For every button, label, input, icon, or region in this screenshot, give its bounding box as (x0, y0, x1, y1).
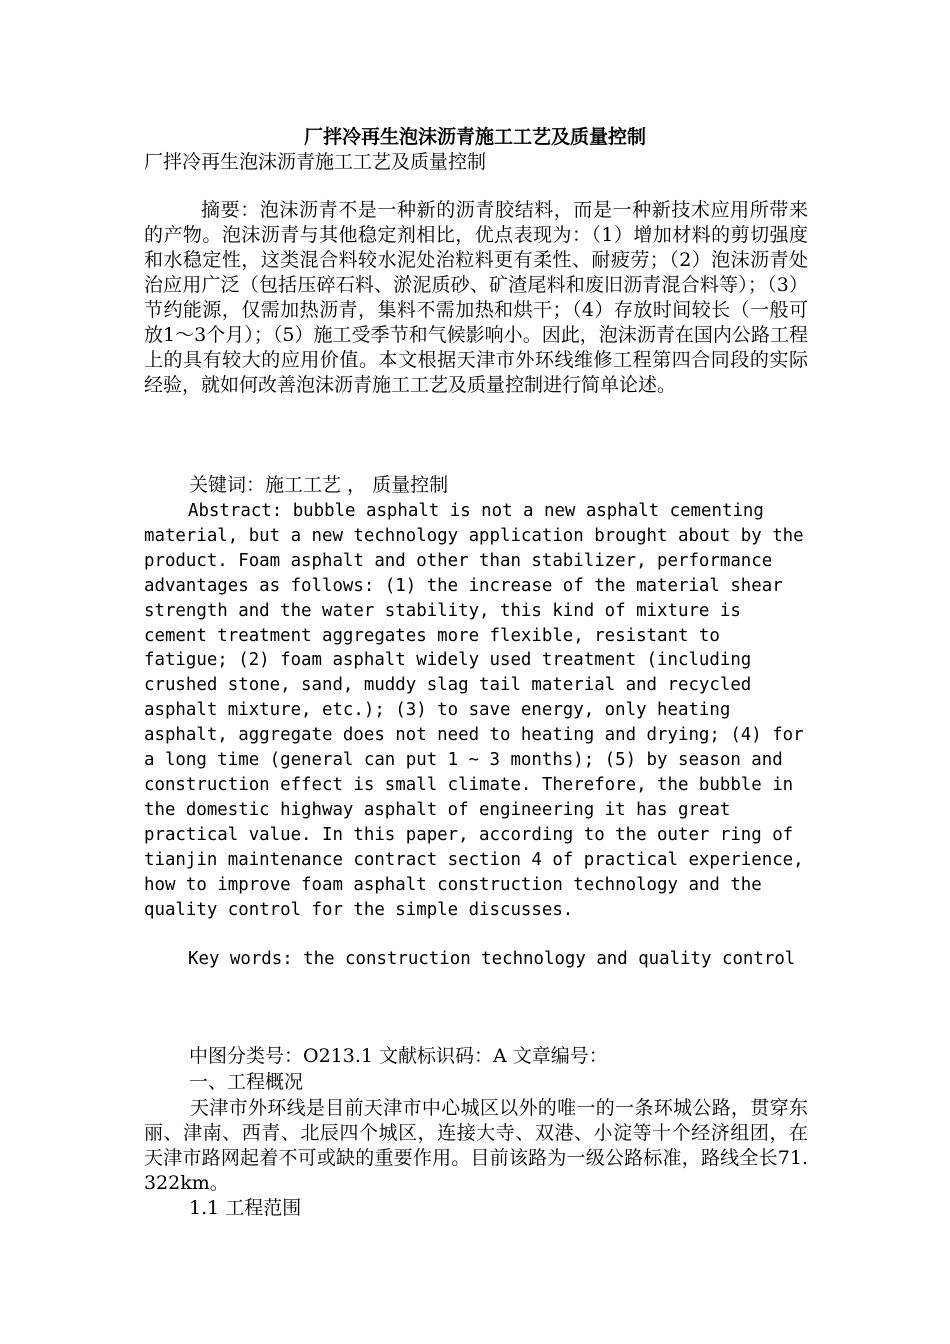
section-1-1-heading: 1.1 工程范围 (189, 1197, 302, 1219)
document-title: 厂拌冷再生泡沫沥青施工工艺及质量控制 (303, 126, 646, 148)
section-1-heading: 一、工程概况 (189, 1071, 304, 1093)
abstract-english: Abstract: bubble asphalt is not a new asphalt cementing material, but a new technology application brought about by the product. Foam asphalt and other than stabilizer, performance advantages as follows: (1) the increase of the material shear strength and the water stability, this kind of mixture is cement treatment aggregates more flexible, resistant to fatigue; (2) foam asphalt widely used treatment (including crushed stone, sand, muddy slag tail material and recycled asphalt mixture, etc.); (3) to save energy, only heating asphalt, aggregate does not need to heating and drying; (4) for a long time (general can put 1 ~ 3 months); (5) by season and construction effect is small climate. Therefore, the bubble in the domestic highway asphalt of engineering it has great practical value. In this paper, according to the outer ring of tianjin maintenance contract section 4 of practical experience, how to improve foam asphalt construction technology and the quality control for the simple discusses. (144, 501, 804, 920)
classification-line: 中图分类号：O213.1 文献标识码：A 文章编号： (189, 1045, 608, 1067)
keywords-english: Key words: the construction technology and quality control (188, 949, 796, 969)
document-subtitle: 厂拌冷再生泡沫沥青施工工艺及质量控制 (144, 151, 487, 173)
abstract-chinese: 摘要：泡沫沥青不是一种新的沥青胶结料，而是一种新技术应用所带来的产物。泡沫沥青与其他稳定剂相比，优点表现为：（1）增加材料的剪切强度和水稳定性，这类混合料较水泥处治粒料更有柔性、耐疲劳；（2）泡沫沥青处治应用广泛（包括压碎石料、淤泥质砂、矿渣尾料和废旧沥青混合料等）；（3）节约能源，仅需加热沥青，集料不需加热和烘干；（4）存放时间较长（一般可放1～3个月）；（5）施工受季节和气候影响小。因此，泡沫沥青在国内公路工程上的具有较大的应用价值。本文根据天津市外环线维修工程第四合同段的实际经验，就如何改善泡沫沥青施工工艺及质量控制进行简单论述。 (144, 199, 808, 396)
section-1-body: 天津市外环线是目前天津市中心城区以外的唯一的一条环城公路，贯穿东丽、津南、西青、北辰四个城区，连接大寺、双港、小淀等十个经济组团，在天津市路网起着不可或缺的重要作用。目前该路为一级公路标准，路线全长71.322km。 (144, 1097, 808, 1194)
keywords-chinese: 关键词：施工工艺 ， 质量控制 (189, 474, 449, 496)
